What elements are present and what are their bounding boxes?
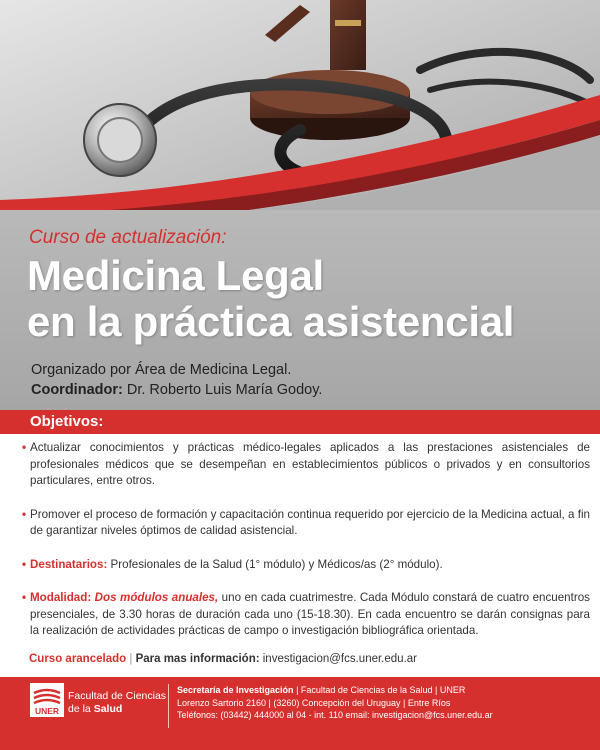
faculty-line2-pre: de la [68,703,91,715]
uner-logo-icon [30,683,64,717]
footer-phones: Teléfonos: (03442) 444000 al 04 - int. 110 email: investigacion@fcs.uner.edu.ar [177,710,493,720]
footer-line1 [177,684,597,697]
modality-emphasis: Dos módulos anuales, [94,591,219,604]
bullet-icon: • [22,591,27,604]
faculty-line1: Facultad de Ciencias [68,690,167,702]
bullet-icon: • [22,507,27,521]
coordinator-name: Dr. Roberto Luis María Godoy. [126,382,323,398]
coordinator-line [31,380,322,400]
svg-text:UNER: UNER [34,706,60,716]
footer-line1-rest: | Facultad de Ciencias de la Salud | UNER [296,685,466,695]
objectives-heading: Objetivos: [30,413,104,430]
objective-item-1 [22,440,590,490]
contact-email-link[interactable]: investigacion@fcs.uner.edu.ar [262,653,417,665]
coordinator-label: Coordinador: [31,382,123,398]
modality-item [22,590,590,640]
objective-item-2 [22,507,590,540]
audience-item [22,557,590,574]
bullet-icon: • [22,557,27,571]
header-photo [0,0,600,235]
separator: | [129,653,133,665]
audience-text: Profesionales de la Salud (1° módulo) y Médicos/as (2° módulo). [110,557,443,571]
objective-text-2: Promover el proceso de formación y capacitación continua requerido por ejercicio de la Medicina actual, a fin de garantizar niveles óptimos de calidad asistencial. [30,507,590,537]
faculty-name [68,690,166,716]
paid-course-label: Curso arancelado [29,653,127,665]
course-title-line1: Medicina Legal [27,252,324,299]
more-info-label: Para mas información: [135,653,260,665]
organizer-block [31,360,322,400]
footer-contact-info [177,684,597,722]
course-type-subtitle: Curso de actualización: [29,227,227,248]
bullet-icon: • [22,441,27,454]
faculty-line2-bold: Salud [93,703,123,715]
secretaria-label: Secretaría de Investigación [177,685,294,695]
gavel-stethoscope-image [0,0,600,235]
audience-label: Destinatarios: [30,557,108,571]
course-title [27,253,514,345]
contact-line [29,653,417,665]
objective-text-1: Actualizar conocimientos y prácticas médico-legales aplicados a las prestaciones asistenciales de profesionales médicos que se desempeñan en establecimientos públicos o privados y en consultorios particulares, entre otros. [30,441,590,487]
footer-divider [168,684,169,728]
objectives-content [22,440,590,657]
course-title-line2: en la práctica asistencial [27,298,515,345]
footer-address: Lorenzo Sartorio 2160 | (3260) Concepción del Uruguay | Entre Ríos [177,697,451,708]
modality-label: Modalidad: [30,591,92,604]
modality-text: uno en cada cuatrimestre. Cada Módulo constará de cuatro encuentros presenciales, de 3.30 horas de duración cada uno (15-18.30). En cada encuentro se darán consignas para la realización de actividades prácticas de campo o investigación bibliográfica orientada. [30,591,590,637]
faculty-line2 [68,703,166,716]
organized-by: Organizado por Área de Medicina Legal. [31,362,292,378]
